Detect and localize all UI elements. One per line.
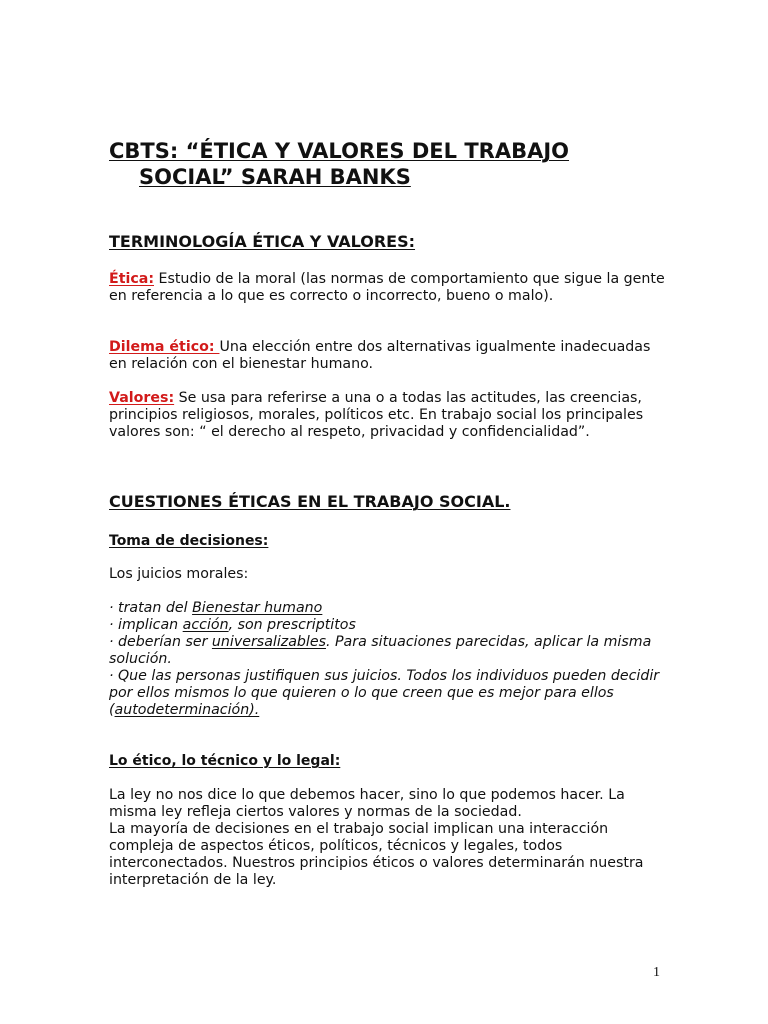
term-dilema: Dilema ético: — [109, 339, 220, 355]
definition-valores-text: Se usa para referirse a una o a todas las actitudes, las creencias, principios religiosos, morales, políticos etc. En trabajo social los principales valores son: “ el derecho al respeto, privacidad y confidencialidad”. — [109, 390, 644, 440]
bullet-2-tail: , son prescriptitos — [228, 617, 356, 633]
list-item — [109, 617, 669, 634]
bullet-4-text: · Que las personas justifiquen sus juicios. Todos los individuos pueden decidir por ellos mismos lo que quieren o lo que creen que es mejor para ellos ( — [109, 668, 660, 718]
bullet-3-tail: . Para situaciones parecidas, aplicar la misma solución. — [109, 634, 652, 667]
definition-dilema — [109, 339, 669, 373]
list-item — [109, 634, 669, 668]
title-line-2: SOCIAL” SARAH BANKS — [139, 165, 411, 189]
terminology-heading: TERMINOLOGÍA ÉTICA Y VALORES: — [109, 232, 416, 251]
bullet-3-underlined: universalizables — [211, 634, 326, 650]
list-item — [109, 668, 669, 719]
definition-etica-text: Estudio de la moral (las normas de comportamiento que sigue la gente en referencia a lo que es correcto o incorrecto, bueno o malo). — [109, 271, 665, 304]
bullet-1-text: · tratan del — [109, 600, 193, 616]
legal-paragraph-1: La ley no nos dice lo que debemos hacer, sino lo que podemos hacer. La misma ley refleja ciertos valores y normas de la sociedad. — [109, 787, 625, 820]
definition-valores — [109, 390, 669, 441]
cuestiones-heading: CUESTIONES ÉTICAS EN EL TRABAJO SOCIAL. — [109, 492, 511, 511]
bullet-2-underlined: acción — [182, 617, 229, 633]
document-title — [109, 138, 669, 190]
bullet-1-underlined: Bienestar humano — [192, 600, 323, 616]
term-valores: Valores: — [109, 390, 175, 406]
title-line-1: CBTS: “ÉTICA Y VALORES DEL TRABAJO — [109, 139, 570, 163]
bullet-2-text: · implican — [109, 617, 183, 633]
list-item — [109, 600, 669, 617]
juicios-intro: Los juicios morales: — [109, 566, 249, 582]
legal-paragraph-2: La mayoría de decisiones en el trabajo social implican una interacción compleja de aspectos éticos, políticos, técnicos y legales, todos interconectados. Nuestros principios éticos o valores determinarán nuestra interpretación de la ley. — [109, 821, 644, 888]
bullet-3-text: · deberían ser — [109, 634, 212, 650]
bullet-4-underlined: autodeterminación). — [114, 702, 260, 718]
term-etica: Ética: — [109, 271, 154, 287]
page-number: 1 — [653, 965, 660, 980]
toma-decisiones-heading: Toma de decisiones: — [109, 533, 269, 549]
legal-heading: Lo ético, lo técnico y lo legal: — [109, 753, 341, 769]
definition-etica — [109, 271, 669, 305]
definition-dilema-text: Una elección entre dos alternativas igualmente inadecuadas en relación con el bienestar humano. — [109, 339, 651, 372]
